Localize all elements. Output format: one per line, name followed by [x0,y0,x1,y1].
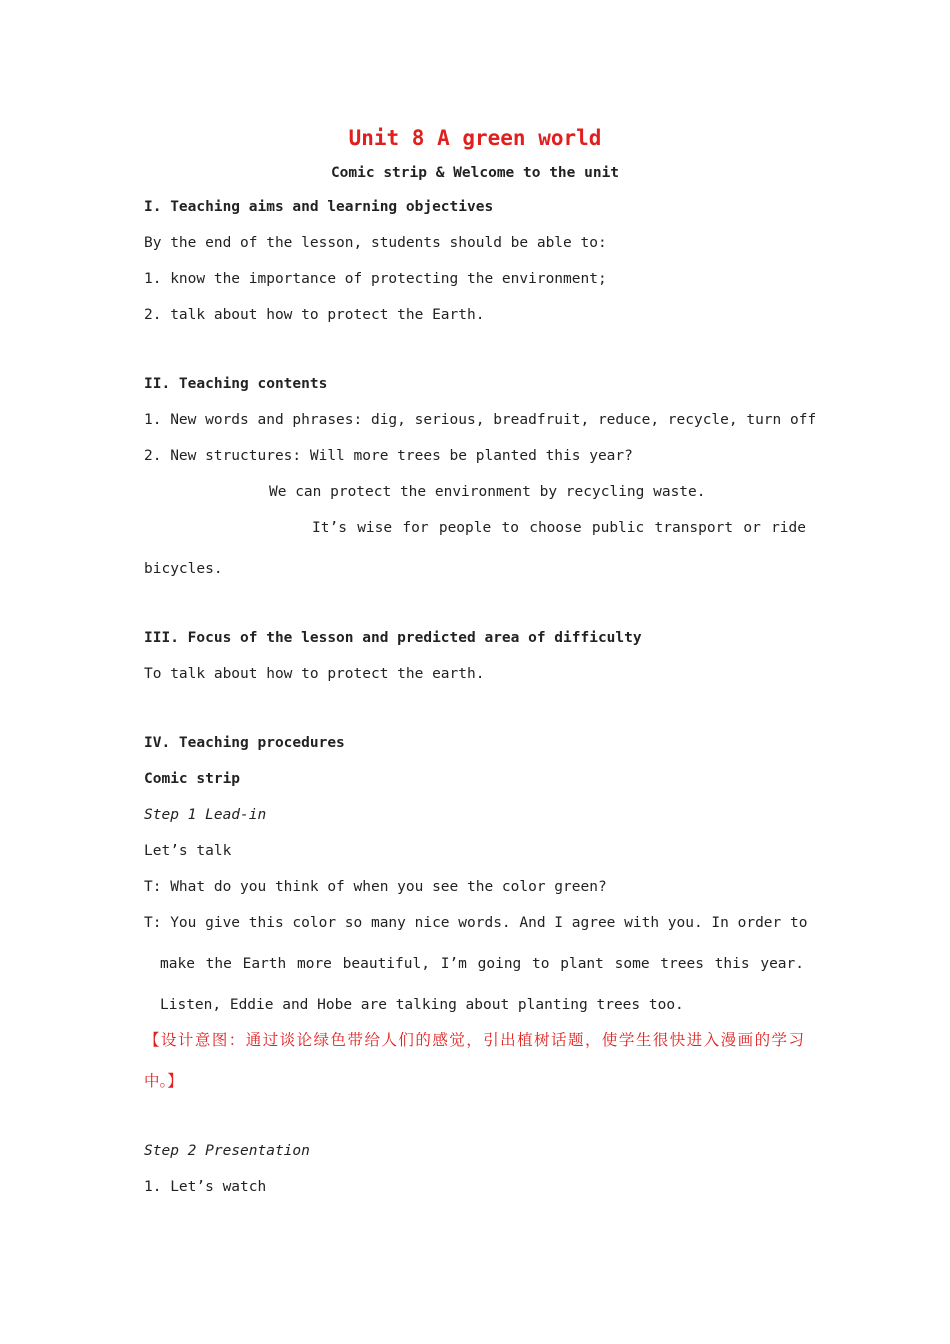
contents-item-2: 2. New structures: Will more trees be planted this year? [144,448,633,464]
teacher-line-2-end: Listen, Eddie and Hobe are talking about planting trees too. [160,997,684,1013]
section-heading-procedures: IV. Teaching procedures [144,735,345,751]
focus-text: To talk about how to protect the earth. [144,666,485,682]
section-heading-contents: II. Teaching contents [144,376,328,392]
contents-structure-3: It’s wise for people to choose public transport or ride [312,520,806,536]
teacher-line-2: T: You give this color so many nice words. And I agree with you. In order to [144,915,808,931]
step-1-heading: Step 1 Lead-in [144,807,267,823]
aims-item-1: 1. know the importance of protecting the environment; [144,271,607,287]
contents-structure-2: We can protect the environment by recycling waste. [269,484,706,500]
lets-watch: 1. Let’s watch [144,1179,267,1195]
comic-strip-heading: Comic strip [144,771,241,787]
teacher-line-2-cont: make the Earth more beautiful, I’m going to plant some trees this year. [160,956,804,972]
step-2-heading: Step 2 Presentation [144,1143,310,1159]
page-subtitle: Comic strip & Welcome to the unit [330,165,620,181]
aims-intro: By the end of the lesson, students should be able to: [144,235,607,251]
page-title: Unit 8 A green world [348,126,602,150]
section-heading-focus: III. Focus of the lesson and predicted area of difficulty [144,630,642,646]
design-intent-note: 【设计意图：通过谈论绿色带给人们的感觉，引出植树话题，使学生很快进入漫画的学习 [144,1031,804,1049]
contents-structure-3-end: bicycles. [144,561,223,577]
section-heading-aims: I. Teaching aims and learning objectives [144,199,494,215]
contents-item-1: 1. New words and phrases: dig, serious, breadfruit, reduce, recycle, turn off [144,412,817,428]
teacher-line-1: T: What do you think of when you see the color green? [144,879,607,895]
aims-item-2: 2. talk about how to protect the Earth. [144,307,485,323]
design-intent-note-end: 中。】 [144,1072,183,1090]
lets-talk: Let’s talk [144,843,232,859]
